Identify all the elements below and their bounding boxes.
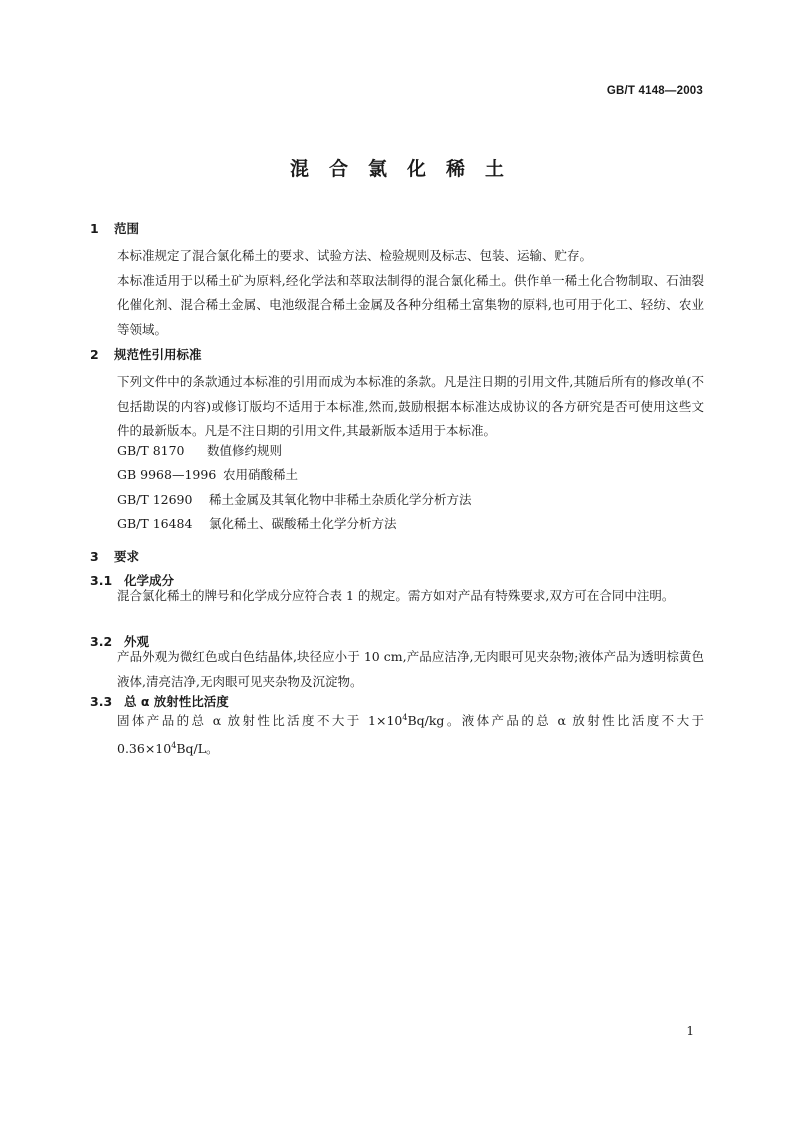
standard-number: GB/T 4148—2003 bbox=[606, 85, 703, 97]
section-1-body bbox=[90, 244, 704, 342]
section-title: 要求 bbox=[114, 549, 140, 564]
reference-name: 氯化稀土、碳酸稀土化学分析方法 bbox=[209, 516, 397, 531]
reference-item bbox=[117, 514, 397, 532]
section-3-heading bbox=[90, 547, 139, 565]
subsection-3-2-body bbox=[90, 645, 704, 694]
text-part: 固体产品的总 α 放射性比活度不大于 1×10 bbox=[117, 713, 403, 728]
paragraph: 产品外观为微红色或白色结晶体,块径应小于 10 cm,产品应洁净,无肉眼可见夹杂物;液体产品为透明棕黄色液体,清亮洁净,无肉眼可见夹杂物及沉淀物。 bbox=[117, 649, 704, 689]
section-2-heading bbox=[90, 345, 202, 363]
superscript: 4 bbox=[171, 740, 177, 750]
subsection-title: 总 α 放射性比活度 bbox=[124, 694, 229, 709]
subsection-number: 3.3 bbox=[90, 694, 113, 709]
subsection-title: 化学成分 bbox=[124, 573, 175, 588]
subsection-title: 外观 bbox=[124, 634, 150, 649]
section-number: 3 bbox=[90, 549, 99, 564]
superscript: 4 bbox=[402, 713, 408, 722]
reference-name: 稀土金属及其氧化物中非稀土杂质化学分析方法 bbox=[209, 492, 472, 507]
reference-name: 农用硝酸稀土 bbox=[223, 467, 299, 482]
reference-item bbox=[117, 441, 282, 459]
section-number: 1 bbox=[90, 221, 99, 236]
paragraph: 下列文件中的条款通过本标准的引用而成为本标准的条款。凡是注日期的引用文件,其随后所有的修改单(不包括勘误的内容)或修订版均不适用于本标准,然而,鼓励根据本标准达成协议的各方研究是否可使用这些文件的最新版本。凡是不注日期的引用文件,其最新版本适用于本标准。 bbox=[117, 374, 704, 438]
reference-code: GB/T 16484 bbox=[117, 516, 193, 531]
reference-code: GB 9968—1996 bbox=[117, 467, 217, 482]
page-title: 混合氯化稀土 bbox=[289, 158, 524, 180]
reference-item bbox=[117, 490, 472, 508]
paragraph: 本标准适用于以稀土矿为原料,经化学法和萃取法制得的混合氯化稀土。供作单一稀土化合物制取、石油裂化催化剂、混合稀土金属、电池级混合稀土金属及各种分组稀土富集物的原料,也可用于化工、轻纺、农业等领域。 bbox=[117, 272, 704, 337]
section-number: 2 bbox=[90, 347, 99, 362]
paragraph bbox=[90, 706, 704, 761]
text-part: Bq/kg。液体产品的总 α 放射性比活度不大于 0.36×10 bbox=[117, 713, 704, 756]
text-part: Bq/L。 bbox=[176, 740, 219, 756]
paragraph: 混合氯化稀土的牌号和化学成分应符合表 1 的规定。需方如对产品有特殊要求,双方可在合同中注明。 bbox=[117, 588, 675, 603]
reference-code: GB/T 12690 bbox=[117, 492, 193, 507]
reference-code: GB/T 8170 bbox=[117, 443, 185, 458]
subsection-number: 3.2 bbox=[90, 634, 113, 649]
reference-name: 数值修约规则 bbox=[207, 443, 283, 458]
section-1-heading bbox=[90, 219, 139, 237]
section-title: 范围 bbox=[114, 221, 140, 236]
reference-item bbox=[117, 465, 298, 483]
subsection-3-3-body bbox=[90, 706, 704, 761]
subsection-3-1-body bbox=[90, 584, 704, 609]
section-title: 规范性引用标准 bbox=[114, 347, 202, 362]
paragraph: 本标准规定了混合氯化稀土的要求、试验方法、检验规则及标志、包装、运输、贮存。 bbox=[117, 248, 593, 263]
section-2-body bbox=[90, 370, 704, 444]
subsection-number: 3.1 bbox=[90, 573, 113, 588]
page-number: 1 bbox=[686, 1024, 694, 1038]
